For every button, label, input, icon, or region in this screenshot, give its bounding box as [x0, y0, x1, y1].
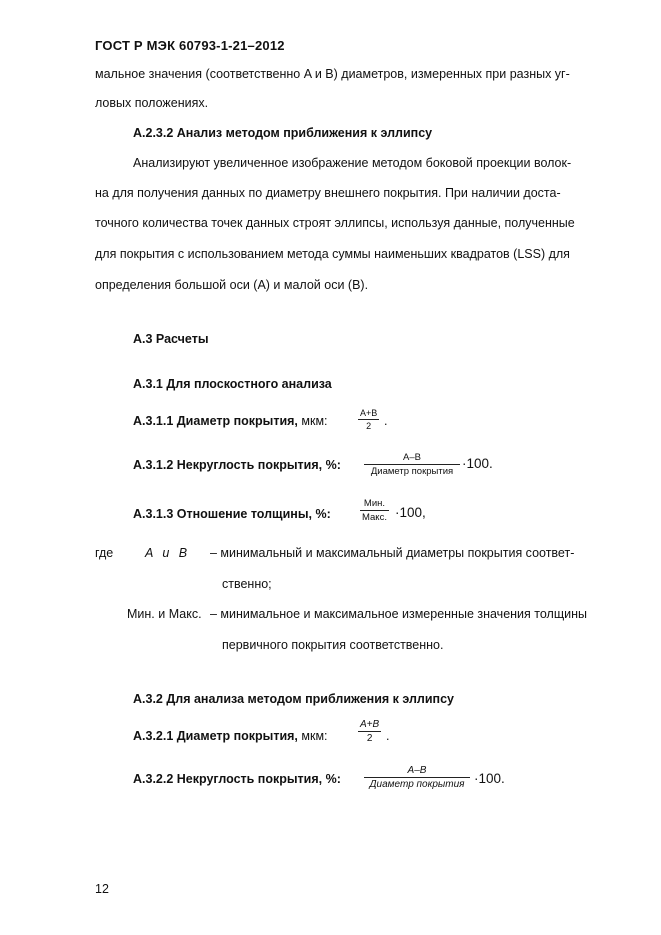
where-variables: A и B — [145, 546, 188, 560]
formula-unit: мкм: — [301, 729, 328, 743]
formula-label: А.3.2.1 Диаметр покрытия, — [133, 729, 298, 743]
page-number: 12 — [95, 882, 109, 896]
section-heading-a3: А.3 Расчеты — [133, 332, 209, 346]
fraction-numerator: A–B — [403, 452, 421, 463]
paragraph-line: на для получения данных по диаметру внешнего покрытия. При наличии доста- — [95, 186, 561, 200]
fraction-denominator: Диаметр покрытия — [364, 464, 460, 477]
fraction-denominator: 2 — [358, 731, 381, 744]
formula-unit: мкм: — [301, 414, 328, 428]
fraction-numerator: A+B — [360, 719, 380, 730]
where-desc-1a: – минимальный и максимальный диаметры покрытия соответ- — [210, 546, 575, 560]
section-heading-a31: А.3.1 Для плоскостного анализа — [133, 377, 332, 391]
formula-end: ·100, — [395, 505, 426, 520]
formula-end: ·100. — [462, 456, 493, 471]
where-desc-1b: ственно; — [222, 577, 272, 591]
paragraph-line: определения большой оси (A) и малой оси (B). — [95, 278, 369, 292]
formula-label-a3112: А.3.1.2 Некруглость покрытия, %: — [133, 458, 341, 472]
formula-label: А.3.1.1 Диаметр покрытия, — [133, 414, 298, 428]
formula-end: . — [384, 414, 388, 428]
formula-fraction — [360, 498, 389, 523]
formula-fraction — [364, 765, 470, 790]
where-word: где — [95, 546, 114, 560]
intro-line-2: ловых положениях. — [95, 96, 209, 110]
formula-end: ·100. — [474, 771, 505, 786]
section-heading-a32: А.3.2 Для анализа методом приближения к эллипсу — [133, 692, 454, 706]
fraction-numerator: Мин. — [363, 498, 386, 509]
where-desc-2a: – минимальное и максимальное измеренные значения толщины — [210, 607, 587, 621]
fraction-denominator: Диаметр покрытия — [364, 777, 470, 790]
formula-fraction — [358, 408, 379, 431]
paragraph-line: Анализируют увеличенное изображение методом боковой проекции волок- — [133, 156, 572, 170]
fraction-denominator: Макс. — [362, 512, 387, 523]
intro-line-1: мальное значения (соответственно A и B) диаметров, измеренных при разных уг- — [95, 67, 570, 81]
fraction-numerator: A–B — [407, 765, 427, 776]
fraction-denominator: 2 — [358, 419, 379, 431]
where-desc-2b: первичного покрытия соответственно. — [222, 638, 444, 652]
section-heading-a232: А.2.3.2 Анализ методом приближения к эллипсу — [133, 126, 433, 140]
where-minmax: Мин. и Макс. — [127, 607, 202, 621]
formula-fraction — [358, 719, 381, 744]
formula-end: . — [386, 729, 390, 743]
formula-fraction — [364, 452, 460, 477]
formula-label-a3113: А.3.1.3 Отношение толщины, %: — [133, 507, 331, 521]
document-header: ГОСТ Р МЭК 60793-1-21–2012 — [95, 38, 285, 53]
formula-label-a3222: А.3.2.2 Некруглость покрытия, %: — [133, 772, 341, 786]
paragraph-line: точного количества точек данных строят эллипсы, используя данные, полученные — [95, 216, 575, 230]
paragraph-line: для покрытия с использованием метода суммы наименьших квадратов (LSS) для — [95, 247, 570, 261]
formula-row-a3111 — [133, 414, 328, 428]
fraction-numerator: A+B — [360, 408, 378, 418]
formula-row-a3221 — [133, 729, 328, 743]
